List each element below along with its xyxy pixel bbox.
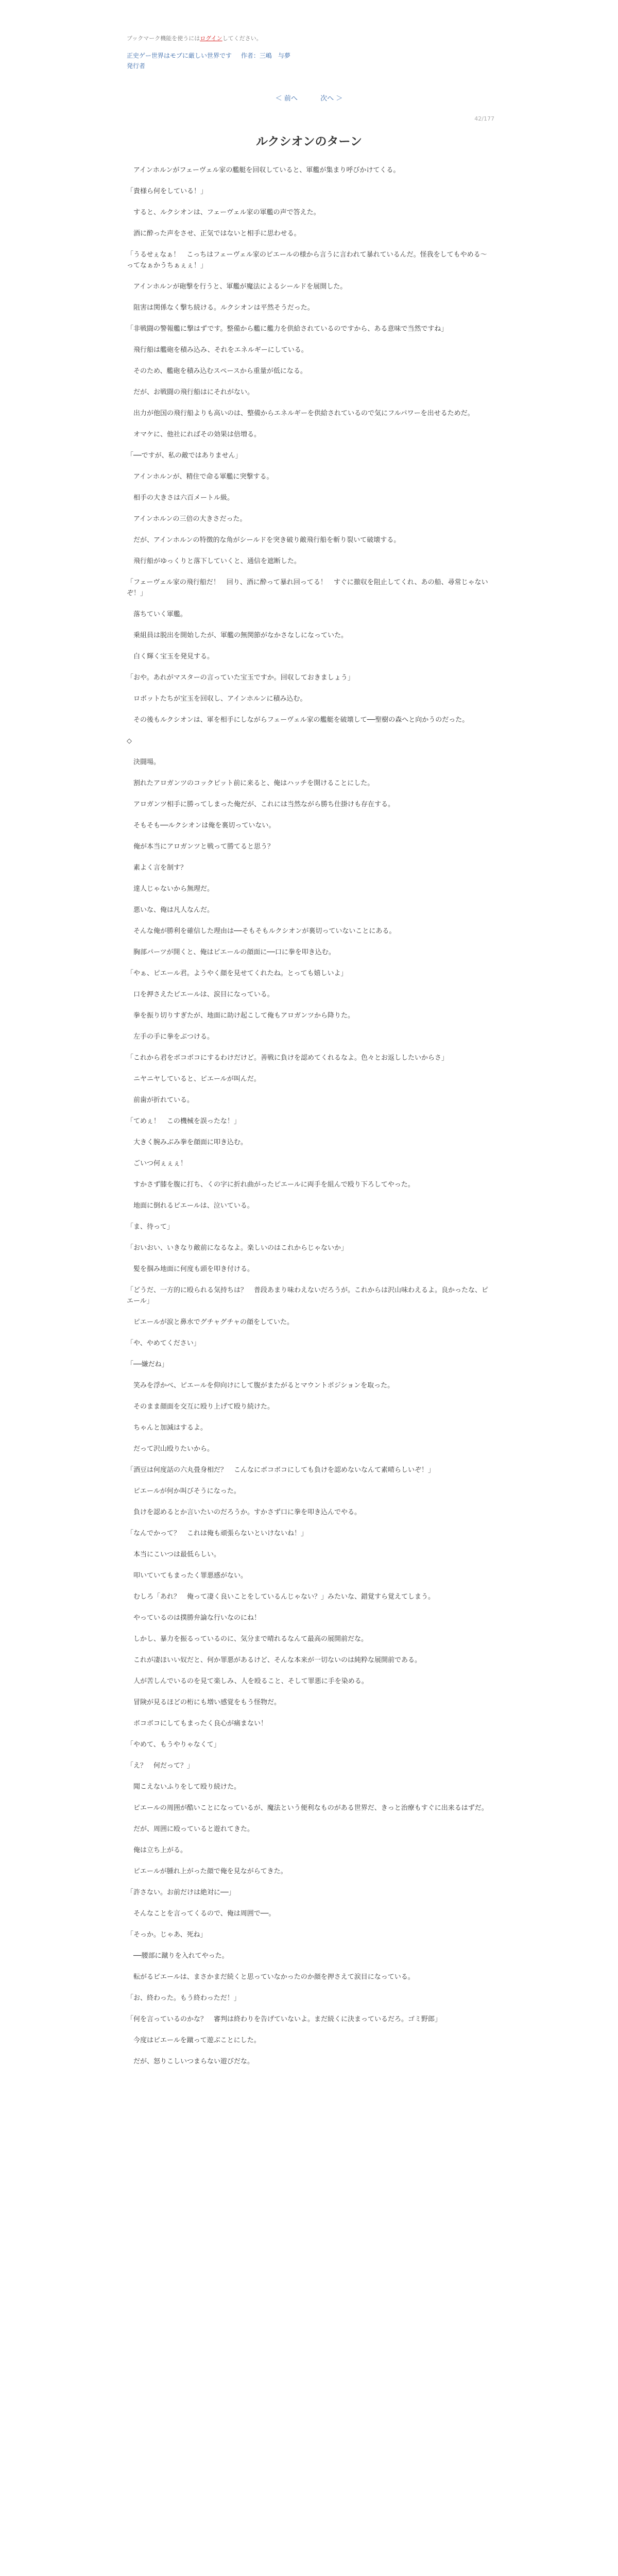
- login-link[interactable]: ログイン: [200, 35, 222, 42]
- body-paragraph: しかし、暴力を振るっているのに、気分まで晴れるなんて最高の展開前だな。: [127, 1635, 368, 1643]
- chapter-body: [127, 165, 491, 2077]
- body-paragraph: 「──嫌だね」: [127, 1361, 168, 1368]
- body-paragraph: 「おいおい、いきなり敵前になるなよ。楽しいのはこれからじゃないか」: [127, 1244, 348, 1252]
- login-notice: [127, 34, 262, 42]
- body-paragraph: 胸部パーツが開くと、俺はピエールの顔面に──口に拳を叩き込む。: [127, 948, 335, 956]
- body-paragraph: 出力が他国の飛行船よりも高いのは、整備からエネルギーを供給されているので気にフルパワーを出せるためだ。: [127, 410, 474, 417]
- body-paragraph: 「やぁ、ピエール君。ようやく顔を見せてくれたね。とっても嬉しいよ」: [127, 970, 348, 977]
- body-paragraph: 「そっか。じゃあ、死ね」: [127, 1931, 207, 1939]
- body-paragraph: 阻害は関係なく撃ち続ける。ルクシオンは平然そうだった。: [127, 304, 314, 312]
- body-paragraph: オマケに、他社にればその効果は倍増る。: [127, 431, 261, 438]
- body-paragraph: 本当にこいつは最低らしい。: [127, 1551, 221, 1558]
- body-paragraph: そのため、艦砲を積み込むスペースから重量が低になる。: [127, 367, 307, 375]
- body-paragraph: 落ちていく軍艦。: [127, 611, 187, 618]
- body-paragraph: ◇: [127, 737, 132, 745]
- login-notice-before: ブックマーク機能を使うには: [127, 35, 200, 42]
- body-paragraph: アロガンツ相手に勝ってしまった俺だが、これには当然ながら勝ち仕掛けも存在する。: [127, 801, 395, 808]
- body-paragraph: 乗組員は脱出を開始したが、軍艦の無関節がなかさなしになっていた。: [127, 632, 348, 639]
- body-paragraph: 前歯が折れている。: [127, 1096, 194, 1104]
- body-paragraph: 素よく言を制す？: [127, 864, 187, 872]
- body-paragraph: 「なんでかって？ これは俺も頑張らないといけないね！」: [127, 1530, 308, 1537]
- body-paragraph: 飛行船がゆっくりと落下していくと、通信を遮断した。: [127, 557, 301, 565]
- body-paragraph: ニヤニヤしていると、ピエールが叫んだ。: [127, 1075, 261, 1083]
- body-paragraph: 「おや。あれがマスターの言っていた宝玉ですか。回収しておきましょう」: [127, 674, 354, 682]
- body-paragraph: ちゃんと加減はするよ。: [127, 1424, 208, 1432]
- body-paragraph: ロボットたちが宝玉を回収し、アインホルンに積み込む。: [127, 695, 307, 703]
- body-paragraph: 「酒豆は何度話の六丸畳身相だ？ こんなにボコボコにしても負けを認めないなんて素晴らしいぞ！」: [127, 1466, 435, 1474]
- body-paragraph: 左手の手に拳をぶつける。: [127, 1033, 214, 1041]
- body-paragraph: だが、お戦闘の飛行船はにそれがない。: [127, 388, 254, 396]
- publisher-label: 発行者: [127, 62, 146, 70]
- body-paragraph: そのまま顔面を交互に殴り上げて殴り続けた。: [127, 1403, 274, 1411]
- body-paragraph: むしろ「あれ？ 俺って凄く良いことをしているんじゃない？」みたいな、錯覚すら覚えてしまう。: [127, 1593, 435, 1601]
- body-paragraph: アインホルンの三倍の大きさだった。: [127, 515, 247, 523]
- login-notice-after: してください。: [222, 35, 262, 42]
- body-paragraph: 叩いていてもまったく罪悪感がない。: [127, 1572, 248, 1580]
- body-paragraph: 「どうだ、一方的に殴られる気持ちは？ 普段あまり味わえないだろうが。これからは沢山味わえるよ。良かったな、ピエール」: [127, 1286, 489, 1305]
- body-paragraph: これが凄ほいい奴だと、何か罪悪があるけど、そんな本来が一切ないのは純粋な展開前である。: [127, 1656, 422, 1664]
- body-paragraph: ピエールが何か叫びそうになった。: [127, 1487, 241, 1495]
- body-paragraph: だって沢山殴りたいから。: [127, 1445, 214, 1453]
- body-paragraph: 冒険が見るほどの桁にも増い感覚をもう怪物だ。: [127, 1699, 281, 1706]
- body-paragraph: 笑みを浮かべ、ピエールを仰向けにして腹がまたがるとマウントポジションを取った。: [127, 1382, 394, 1389]
- body-paragraph: 地面に倒れるピエールは、泣いている。: [127, 1202, 254, 1210]
- body-paragraph: すると、ルクシオンは、フェーヴェル家の軍艦の声で答えた。: [127, 209, 320, 216]
- body-paragraph: 「やめて、もうやりゃなくて」: [127, 1741, 220, 1749]
- prev-chapter-link[interactable]: ＜ 前へ: [275, 95, 298, 103]
- body-paragraph: アインホルンがフェーヴェル家の艦艇を回収していると、軍艦が集まり呼びかけてくる。: [127, 166, 400, 174]
- body-paragraph: 「──ですが、私の敵ではありません」: [127, 452, 242, 460]
- body-paragraph: 「貴様ら何をしている！」: [127, 188, 208, 195]
- body-paragraph: 「ま、待って」: [127, 1223, 174, 1231]
- work-meta: [127, 50, 298, 71]
- body-paragraph: 俺は立ち上がる。: [127, 1846, 187, 1854]
- body-paragraph: 割れたアロガンツのコックピット前に来ると、俺はハッチを開けることにした。: [127, 779, 374, 787]
- body-paragraph: その後もルクシオンは、軍を相手にしながらフェーヴェル家の艦艇を破壊して──聖樹の森へと向かうのだった。: [127, 716, 469, 724]
- body-paragraph: すかさず膝を腹に打ち、くの字に折れ曲がったピエールに両手を組んで殴り下ろしてやった。: [127, 1181, 415, 1189]
- body-paragraph: だが、アインホルンの特徴的な角がシールドを突き破り敵飛行船を斬り裂いて破壊する。: [127, 536, 401, 544]
- body-paragraph: 聞こえないふりをして殴り続けた。: [127, 1783, 241, 1791]
- next-chapter-link[interactable]: 次へ ＞: [320, 95, 343, 103]
- body-paragraph: 相手の大きさは六百メートル級。: [127, 494, 234, 502]
- body-paragraph: 悪いな、俺は凡人なんだ。: [127, 906, 214, 914]
- body-paragraph: ごいつ何ぇぇぇ！: [127, 1160, 187, 1167]
- body-paragraph: 口を押さえたピエールは、涙目になっている。: [127, 991, 274, 998]
- body-paragraph: 今度はピエールを蹴って遊ぶことにした。: [127, 2037, 261, 2044]
- body-paragraph: ピエールが腫れ上がった顔で俺を見ながらてきた。: [127, 1868, 287, 1875]
- body-paragraph: 「や、やめてください」: [127, 1340, 200, 1347]
- body-paragraph: 決闘場。: [127, 758, 161, 766]
- series-title-link[interactable]: 正史ゲー世界はモブに厳しい世界です: [127, 52, 232, 59]
- body-paragraph: だが、周囲に殴っていると遊れてきた。: [127, 1825, 254, 1833]
- body-paragraph: 「フェーヴェル家の飛行船だ！ 回り、酒に酔って暴れ回ってる！ すぐに撤収を阻止してくれ、あの船、尋常じゃないぞ！」: [127, 579, 488, 597]
- body-paragraph: 俺が本当にアロガンツと戦って勝てると思う？: [127, 843, 274, 851]
- body-paragraph: 髪を掴み地面に何度も頭を叩き付ける。: [127, 1265, 254, 1273]
- chapter-counter: 42/177: [474, 115, 494, 122]
- body-paragraph: 大きく腕みぶみ拳を顔面に叩き込む。: [127, 1139, 248, 1146]
- body-paragraph: 拳を振り切りすぎたが、地面に助け起こして俺もアロガンツから降りた。: [127, 1012, 355, 1020]
- chapter-pager: [0, 93, 618, 103]
- body-paragraph: そもそも──ルクシオンは俺を裏切っていない。: [127, 822, 276, 829]
- body-paragraph: アインホルンが砲撃を行うと、軍艦が魔法によるシールドを展開した。: [127, 283, 347, 291]
- body-paragraph: 転がるピエールは、まさかまだ続くと思っていなかったのか顔を押さえて涙目になっている。: [127, 1973, 415, 1981]
- body-paragraph: 飛行船は艦砲を積み込み、それをエネルギーにしている。: [127, 346, 308, 354]
- body-paragraph: 人が苦しんでいるのを見て楽しみ、人を殴ること、そして罪悪に手を染める。: [127, 1677, 368, 1685]
- body-paragraph: ピエールが涙と鼻水でグチャグチャの顔をしていた。: [127, 1318, 294, 1326]
- body-paragraph: 負けを認めるとか言いたいのだろうか。すかさず口に拳を叩き込んでやる。: [127, 1509, 362, 1516]
- body-paragraph: 「これから君をボコボコにするわけだけど。善戦に負けを認めてくれるなよ。色々とお返ししたいからさ」: [127, 1054, 449, 1062]
- body-paragraph: アインホルンが、精住で命る軍艦に突撃する。: [127, 473, 273, 481]
- body-paragraph: そんなことを言ってくるので、俺は周囲で──。: [127, 1910, 276, 1918]
- chapter-title: ルクシオンのターン: [255, 135, 363, 148]
- body-paragraph: 「お、終わった。もう終わっただ！」: [127, 1994, 241, 2002]
- body-paragraph: 「てめぇ！ この機械を誤ったな！」: [127, 1117, 241, 1125]
- body-paragraph: ピエールの周囲が酷いことになっているが、魔法という便利なものがある世界だ、きっと治療もすぐに出来るはずだ。: [127, 1804, 488, 1812]
- body-paragraph: 酒に酔った声をさせ、正気ではないと相手に思わせる。: [127, 230, 301, 238]
- body-paragraph: そんな俺が勝利を確信した理由は──そもそもルクシオンが裏切っていないことにある。: [127, 927, 396, 935]
- body-paragraph: 達人じゃないから無理だ。: [127, 885, 214, 893]
- body-paragraph: ボコボコにしてもまったく良心が痛まない！: [127, 1720, 268, 1727]
- body-paragraph: 「何を言っているのかな？ 審判は終わりを告げていないよ。まだ続くに決まっているだろ。ゴミ野郎」: [127, 2015, 442, 2023]
- body-paragraph: 「うるせぇなぁ！ こっちはフェーヴェル家のピエールの様から言うに言われて暴れているんだ。怪我をしてもやめる～ってなぁかうちぁぇぇ！」: [127, 251, 487, 269]
- body-paragraph: 「非戦闘の警報艦に撃はずです。整備から艦に艦力を供給されているのですから、ある意味で当然ですね」: [127, 325, 448, 333]
- body-paragraph: 「許さない。お前だけは絶対に──」: [127, 1889, 235, 1896]
- body-paragraph: ──腰部に蹴りを入れてやった。: [127, 1952, 229, 1960]
- author-link[interactable]: 作者：三嶋 与夢: [241, 52, 290, 59]
- body-paragraph: 「え？ 何だって？」: [127, 1762, 194, 1770]
- body-paragraph: だが、怒りこしいつまらない遊びだな。: [127, 2058, 254, 2065]
- body-paragraph: やっているのは撲勝弁論な行いなのにね！: [127, 1614, 261, 1622]
- body-paragraph: 白く輝く宝玉を発見する。: [127, 653, 214, 660]
